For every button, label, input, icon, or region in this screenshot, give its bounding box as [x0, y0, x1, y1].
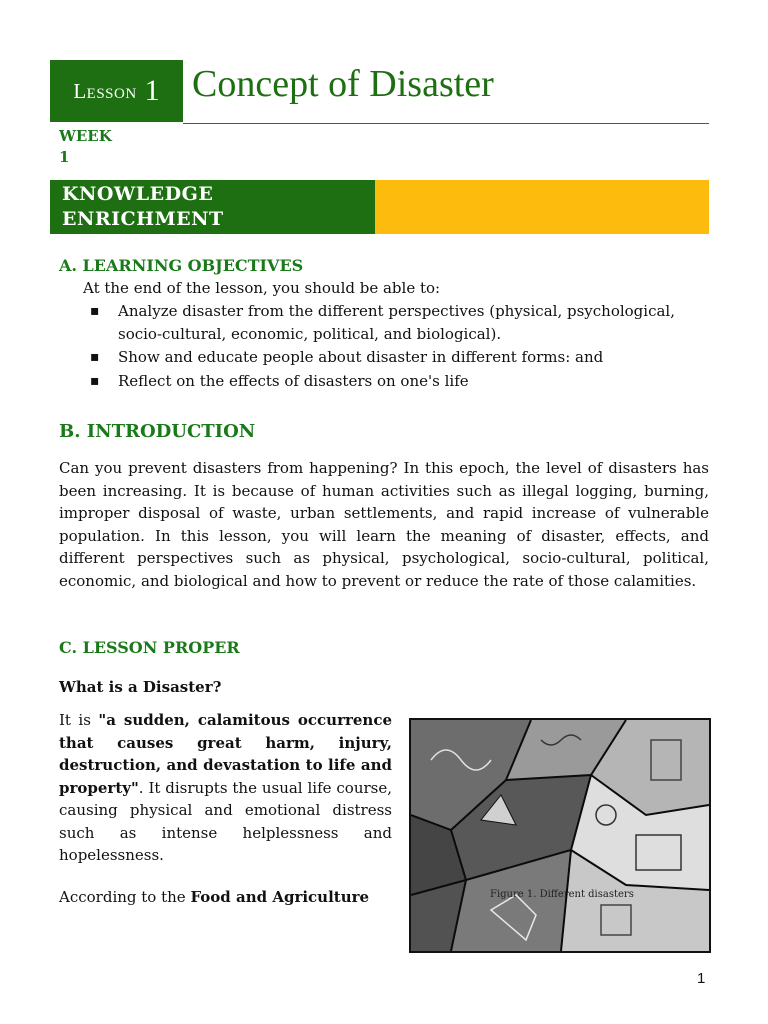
what-is-disaster-subheading: What is a Disaster? — [59, 678, 222, 696]
title-divider — [183, 123, 709, 124]
disaster-definition — [59, 709, 392, 867]
objectives-intro: At the end of the lesson, you should be able to: — [83, 279, 441, 297]
objective-item: ▪ Show and educate people about disaster in different forms: and — [90, 346, 715, 369]
lesson-badge — [50, 60, 183, 122]
page-number: 1 — [697, 970, 706, 987]
lesson-number: 1 — [144, 74, 160, 107]
knowledge-enrichment-banner — [62, 182, 224, 232]
banner-line-1: KNOWLEDGE — [62, 183, 214, 205]
week-word: WEEK — [59, 127, 112, 145]
introduction-paragraph: Can you prevent disasters from happening? In this epoch, the level of disasters has been increasing. It is because of human activities such as illegal logging, burning, improper disposal of waste, urban settlements, and rapid increase of vulnerable population. In this lesson, you will learn the meaning of disaster, effects, and different perspectives such as physical, psychological, socio-cultural, political, economic, and biological and how to prevent or reduce the rate of those calamities. — [59, 459, 709, 590]
page-title: Concept of Disaster — [192, 63, 494, 105]
week-label — [59, 126, 112, 168]
introduction-heading: B. INTRODUCTION — [59, 421, 256, 442]
objective-item: ▪ Analyze disaster from the different perspectives (physical, psychological, socio-cultural, economic, political, and biological). — [90, 300, 715, 345]
definition-lead: It is — [59, 711, 99, 729]
lesson-proper-heading: C. LESSON PROPER — [59, 638, 240, 657]
figure-caption: Figure 1. Different disasters — [490, 889, 634, 900]
week-number: 1 — [59, 148, 70, 166]
disasters-collage-image — [411, 720, 709, 951]
objective-item: ▪ Reflect on the effects of disasters on one's life — [90, 370, 715, 393]
definition-rest: . It disrupts the usual life course, causing physical and emotional distress such as intense helplessness and hopelessness. — [59, 778, 392, 864]
lesson-word: Lesson — [73, 78, 137, 103]
objectives-list — [90, 300, 715, 393]
disasters-illustration — [409, 718, 711, 953]
banner-line-2: ENRICHMENT — [62, 208, 224, 230]
fao-name: Food and Agriculture — [190, 888, 370, 906]
learning-objectives-heading: A. LEARNING OBJECTIVES — [59, 256, 304, 275]
banner-gold-block — [375, 180, 709, 234]
fao-lead: According to the — [59, 888, 191, 906]
definition-quote: "a sudden, calamitous occurrence that causes great harm, injury, destruction, and devastation to life and property" — [59, 711, 393, 797]
fao-paragraph — [59, 886, 392, 909]
